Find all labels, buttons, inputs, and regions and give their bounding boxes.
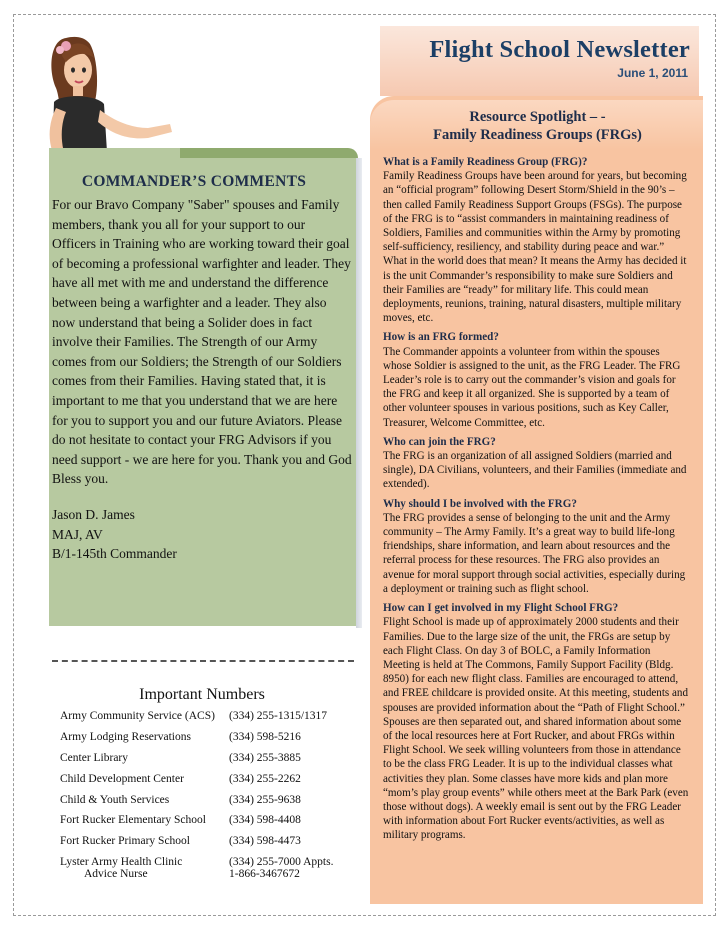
faq-answer: Family Readiness Groups have been around for years, but becoming an “official program” following Desert Storm/Shield in the 90’s – then called Family Readiness Support Groups (FSGs). The purpose of the FRG is to “assist commanders in maintaining readiness of Soldiers, Families and communities within the Army by promoting self-sufficiency, resiliency, and stability during peace and war.” What in the world does that mean? It means the Army has decided it is the unit Commander’s responsibility to make sure Soldiers and their Families are “ready” for military life. This could mean deployments, reunions, training, natural disasters, multiple military moves, etc.	[383, 170, 687, 325]
signature-name: Jason D. James	[52, 506, 135, 522]
table-row	[53, 856, 358, 890]
newsletter-title: Flight School Newsletter	[429, 36, 690, 63]
contact-name: Army Community Service (ACS)	[60, 710, 215, 722]
important-numbers-title: Important Numbers	[139, 686, 265, 703]
faq-answer: The Commander appoints a volunteer from within the spouses whose Soldier is assigned to the unit, as the FRG Leader. The FRG Leader’s role is to carry out the commander’s vision and goals for the FRG and keep it all organized. She is supported by a team of other volunteer spouses in various positions, such as Key Caller, Treasurer, Welcome Committee, etc.	[383, 345, 681, 429]
contact-name: Child Development Center	[60, 772, 184, 785]
table-row	[53, 731, 358, 752]
clinic-sub-phone: 1-866-3467672	[229, 868, 300, 881]
clinic-phone: (334) 255-7000 Appts.	[229, 856, 334, 869]
clinic-name: Lyster Army Health Clinic	[60, 856, 183, 869]
faq-question: What is a Family Readiness Group (FRG)?	[383, 156, 588, 168]
spotlight-title: Resource Spotlight – -	[469, 109, 606, 125]
faq-answer: The FRG provides a sense of belonging to the unit and the Army community – The Army Family. It’s a great way to build life-long friendships, share information, and learn about resources and the referral process for these resources. The FRG also provides an avenue for moral support through social activities, especially during a deployment or training such as flight school.	[383, 511, 686, 595]
table-row	[53, 794, 358, 815]
signature-rank: MAJ, AV	[52, 526, 103, 542]
commander-comments-heading: COMMANDER’S COMMENTS	[81, 173, 307, 190]
contact-phone: (334) 255-1315/1317	[229, 710, 328, 722]
table-row	[53, 835, 358, 856]
contact-phone: (334) 255-2262	[229, 772, 301, 785]
contact-name: Center Library	[60, 751, 129, 764]
faq-question: Why should I be involved with the FRG?	[383, 497, 577, 510]
contact-phone	[223, 856, 358, 890]
commander-message: For our Bravo Company "Saber" spouses and Family members, thank you all for your support to our Officers in Training who are working toward their goal of becoming a professional warfighter and leader. They have all met with me and understand the difference between being a warfighter and a leader. They also now understand that being a Solider does in fact involve their Families. The Strength of our Army comes from our Soldiers; the Strength of our Soldiers comes from their Families. Having stated that, it is important to me that you understand that we are here for you to support you and our future Aviators. Please do not hesitate to contact your FRG Advisors if you need support - we are here for you. Thank you and God Bless you.	[52, 197, 352, 487]
contact-phone: (334) 255-9638	[229, 793, 301, 806]
signature-title: B/1-145th Commander	[52, 546, 177, 562]
faq-question: How is an FRG formed?	[383, 331, 499, 344]
contact-name: Army Lodging Reservations	[60, 730, 191, 743]
faq-question: Who can join the FRG?	[383, 435, 496, 448]
contact-name: Child & Youth Services	[60, 793, 170, 806]
contact-name: Fort Rucker Primary School	[60, 835, 190, 848]
faq-answer: The FRG is an organization of all assigned Soldiers (married and single), DA Civilians, volunteers, and their Families (immediate and extended).	[383, 450, 687, 491]
contact-name: Fort Rucker Elementary School	[60, 814, 206, 827]
commander-box-accent	[180, 148, 358, 158]
contact-phone: (334) 598-4473	[229, 835, 301, 848]
spotlight-body	[383, 155, 689, 843]
spotlight-subtitle: Family Readiness Groups (FRGs)	[433, 127, 642, 143]
commander-box-shadow	[356, 158, 362, 628]
contact-phone: (334) 598-4408	[229, 814, 301, 827]
important-numbers-table	[53, 710, 358, 890]
contact-phone: (334) 598-5216	[229, 730, 301, 743]
table-row	[53, 710, 358, 731]
faq-question: How can I get involved in my Flight School FRG?	[383, 602, 619, 615]
newsletter-date: June 1, 2011	[617, 66, 688, 80]
contact-phone: (334) 255-3885	[229, 751, 301, 764]
clinic-sub-name: Advice Nurse	[84, 868, 148, 881]
contact-name	[53, 856, 223, 890]
commander-comments-body	[52, 195, 352, 564]
faq-answer: Flight School is made up of approximately 2000 students and their Families. Due to the large size of the unit, the FRGs are setup by each Flight Class. On day 3 of BOLC, a Family Information Meeting is held at The Commons, Family Support Facility (Bldg. 8950) for each new flight class. Families are encouraged to attend, and FREE childcare is provided onsite. At this meeting, students and spouses are provided information about the “Path of Flight School.” Spouses are then separated out, and shared information about some of the local resources here at Fort Rucker, and about FRGs within Flight School. We seek willing volunteers from those in attendance to be the class FRG Leader. It is up to the individual classes what activities they plan. Some classes have more kids and plan more “mom’s play group events” while others meet at the Bark Park (even those without dogs). A weekly email is sent out by the FRG Leader with information about Fort Rucker events/activities, as well as military programs.	[383, 616, 689, 842]
table-row	[53, 773, 358, 794]
table-row	[53, 814, 358, 835]
table-row	[53, 752, 358, 773]
section-divider	[52, 660, 354, 662]
